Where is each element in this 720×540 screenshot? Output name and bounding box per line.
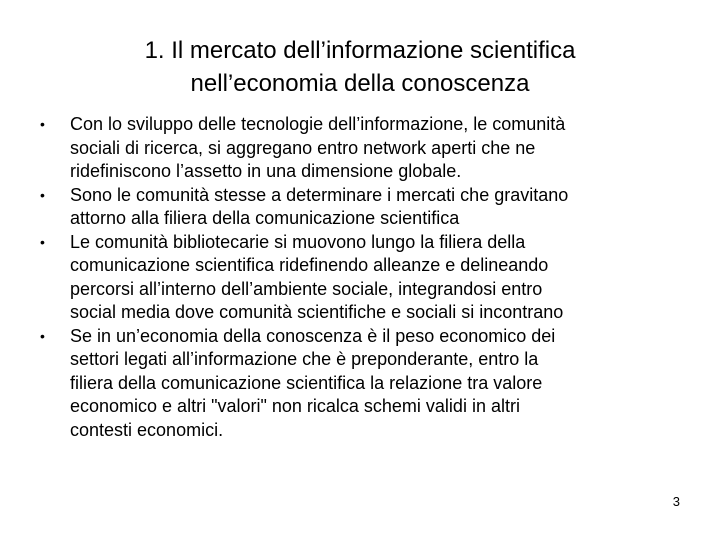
bullet-line: percorsi all’interno dell’ambiente sociale, integrandosi entro — [70, 278, 543, 299]
bullet-line: comunicazione scientifica ridefinendo alleanze e delineando — [70, 255, 549, 275]
bullet-line: Le comunità bibliotecarie si muovono lungo la filiera della — [70, 231, 526, 252]
bullet-marker: • — [40, 116, 45, 132]
bullet-text — [70, 113, 690, 184]
bullet-line: Se in un’economia della conoscenza è il peso economico dei — [70, 325, 556, 346]
bullet-text — [70, 325, 690, 443]
bullet-list — [40, 113, 690, 442]
bullet-marker: • — [40, 327, 45, 344]
bullet-line: Con lo sviluppo delle tecnologie dell’informazione, le comunità — [70, 114, 566, 134]
slide-title-line: nell’economia della conoscenza — [190, 70, 530, 97]
bullet-line: sociali di ricerca, si aggregano entro network aperti che ne — [70, 137, 536, 158]
bullet-line: contesti economici. — [70, 419, 224, 440]
slide-title-line: 1. Il mercato dell’informazione scientifica — [144, 37, 576, 64]
page-number: 3 — [672, 494, 680, 509]
bullet-text — [70, 231, 690, 325]
bullet-marker: • — [40, 186, 45, 203]
bullet-item — [40, 184, 690, 231]
bullet-item — [40, 231, 690, 325]
bullet-item — [40, 113, 690, 184]
bullet-line: filiera della comunicazione scientifica la relazione tra valore — [70, 372, 543, 393]
bullet-line: Sono le comunità stesse a determinare i mercati che gravitano — [70, 184, 569, 205]
bullet-line: attorno alla filiera della comunicazione scientifica — [70, 208, 460, 228]
bullet-line: economico e altri "valori" non ricalca schemi validi in altri — [70, 396, 520, 416]
bullet-item — [40, 325, 690, 443]
slide-title — [60, 34, 660, 100]
bullet-line: ridefiniscono l’assetto in una dimensione globale. — [70, 161, 462, 181]
bullet-text — [70, 184, 690, 231]
bullet-marker: • — [40, 233, 45, 250]
bullet-line: social media dove comunità scientifiche e sociali si incontrano — [70, 302, 564, 322]
bullet-line: settori legati all’informazione che è preponderante, entro la — [70, 349, 539, 369]
